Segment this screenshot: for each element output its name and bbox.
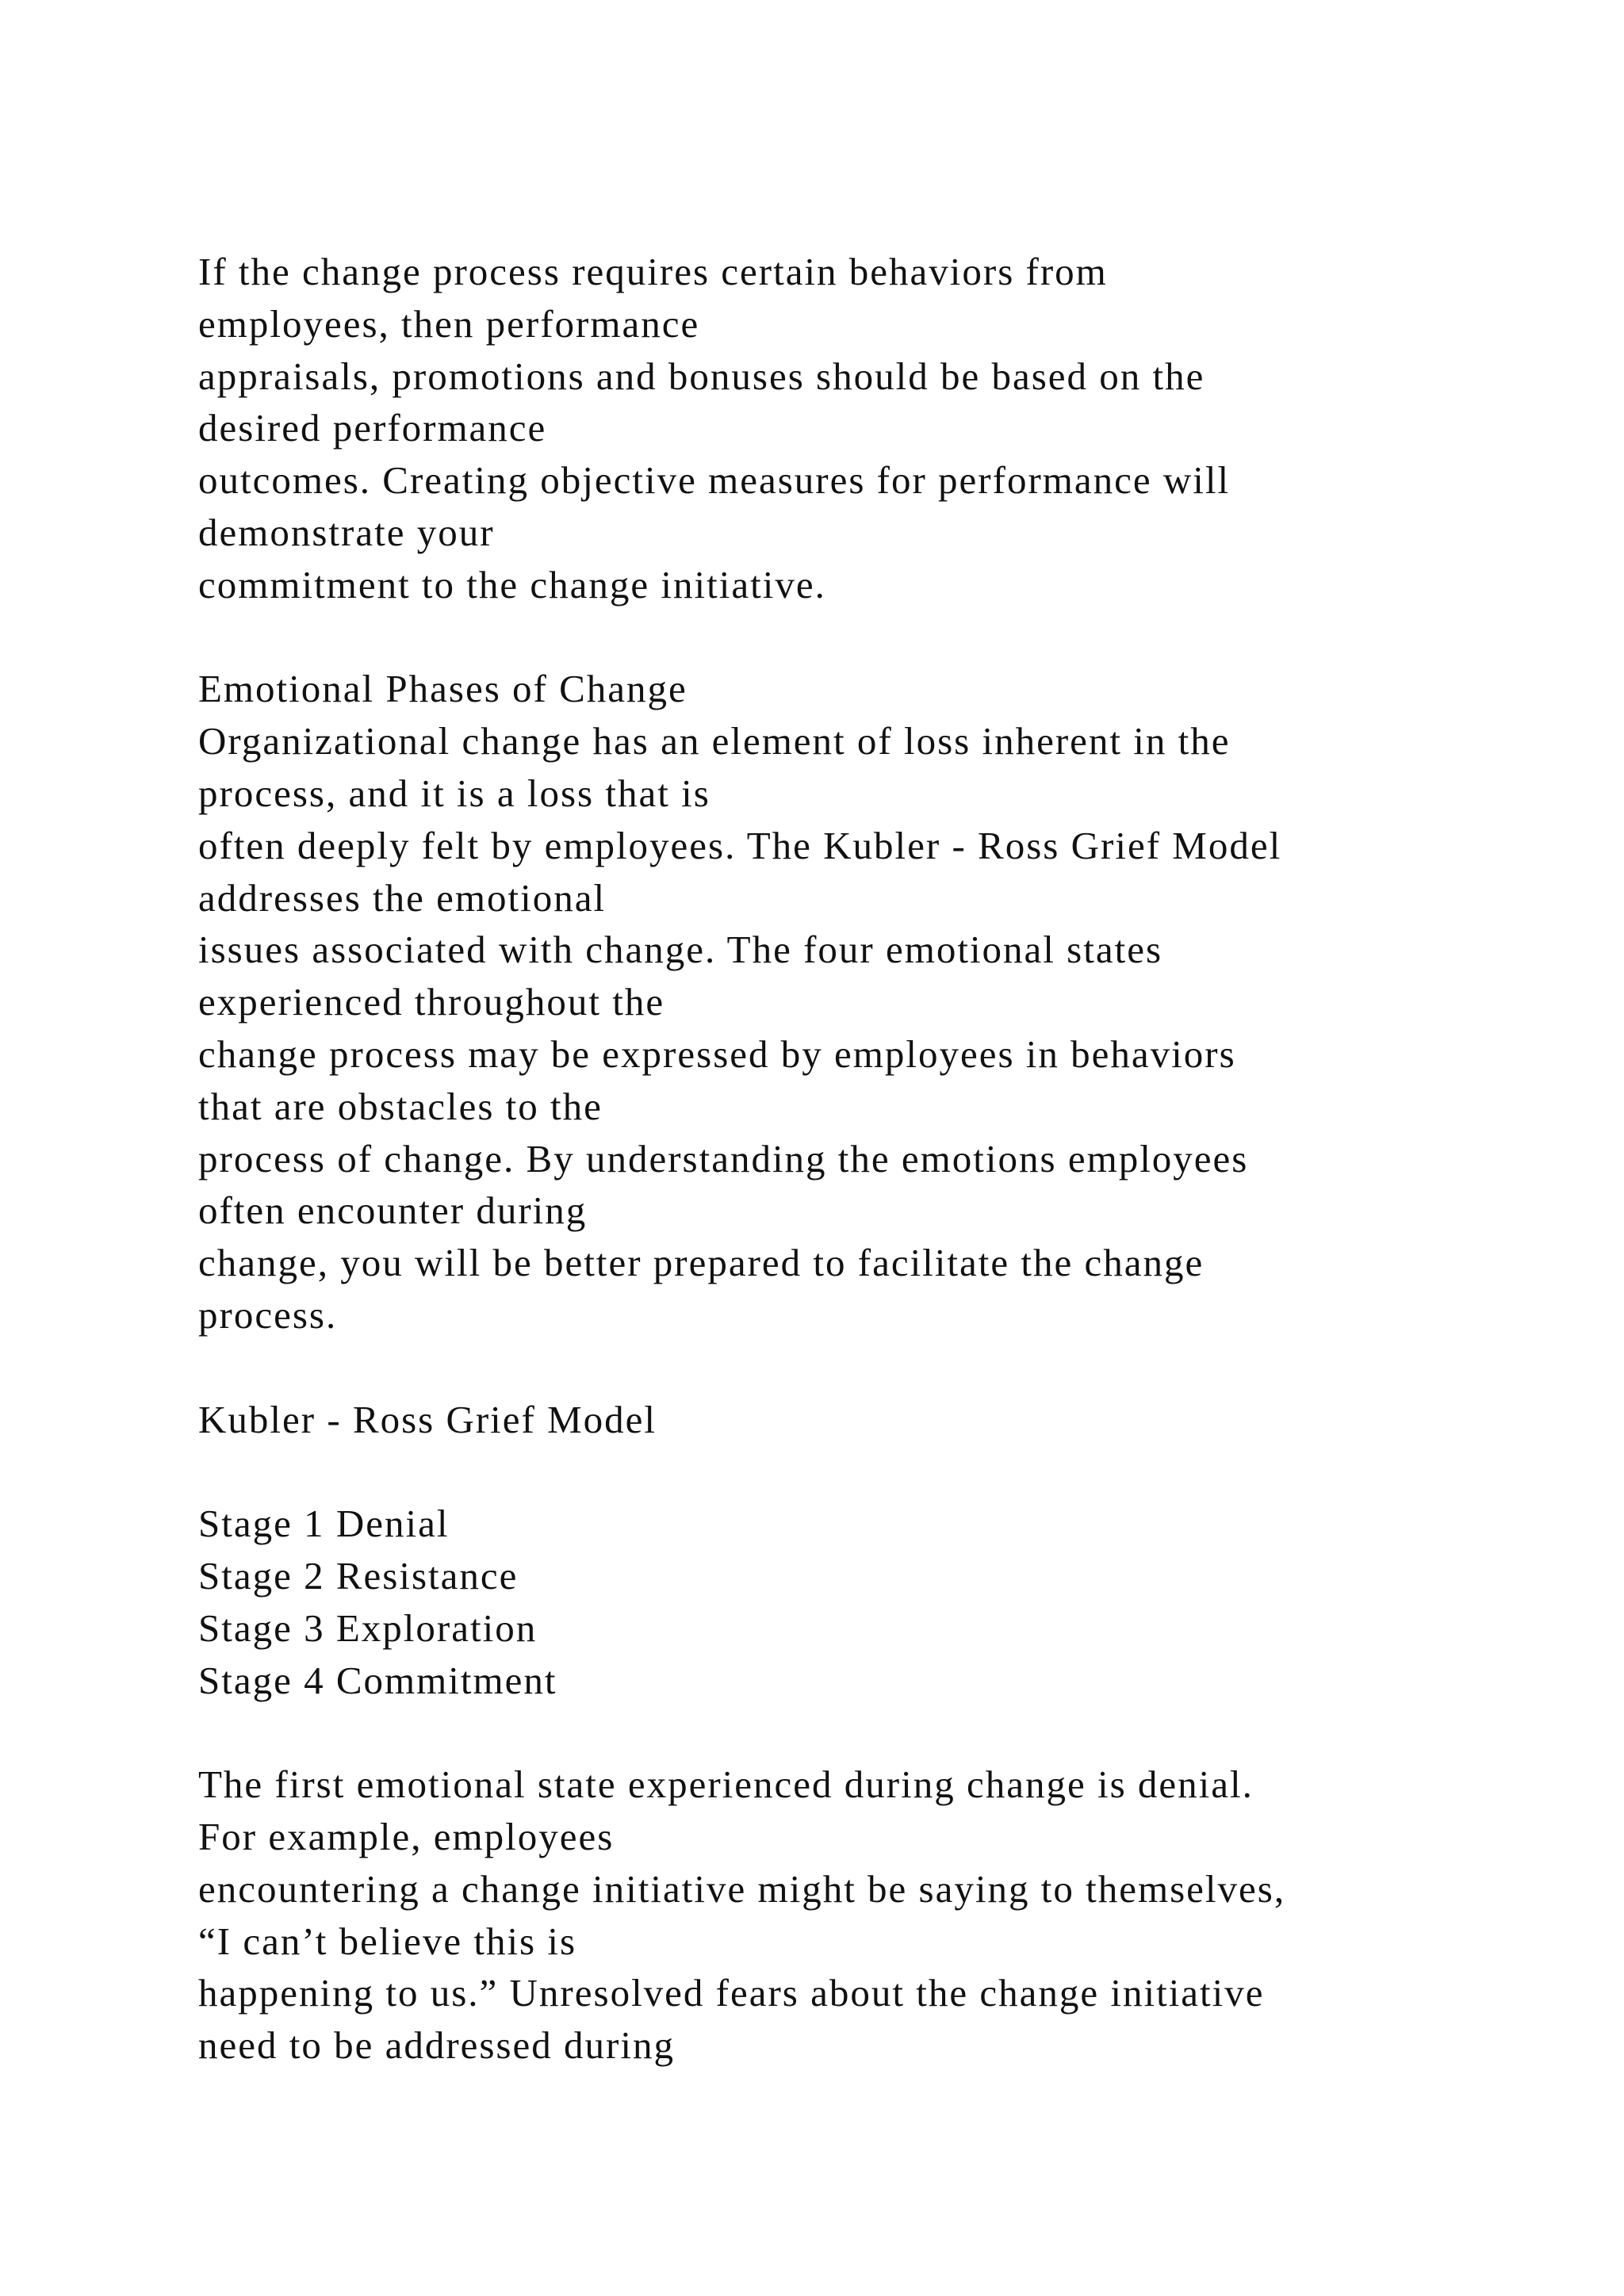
text-line: often encounter during <box>198 1188 588 1233</box>
paragraph-denial <box>198 1758 1507 2072</box>
stage-item-commitment: Stage 4 Commitment <box>198 1658 557 1702</box>
text-line: process. <box>198 1292 338 1337</box>
paragraph-performance <box>198 246 1507 611</box>
blank-line <box>198 611 1507 664</box>
document-text <box>198 246 1507 2072</box>
text-line: “I can’t believe this is <box>198 1919 577 1963</box>
section-heading-grief-model: Kubler - Ross Grief Model <box>198 1397 657 1441</box>
text-line: appraisals, promotions and bonuses should be based on the <box>198 354 1205 398</box>
text-line: often deeply felt by employees. The Kubler - Ross Grief Model <box>198 823 1282 867</box>
text-line: Organizational change has an element of loss inherent in the <box>198 719 1231 763</box>
blank-line <box>198 1706 1507 1758</box>
text-line: The first emotional state experienced during change is denial. <box>198 1762 1254 1807</box>
text-line: encountering a change initiative might be saying to themselves, <box>198 1866 1286 1911</box>
text-line: commitment to the change initiative. <box>198 562 826 607</box>
blank-line <box>198 1445 1507 1498</box>
text-line: employees, then performance <box>198 301 700 346</box>
text-line: For example, employees <box>198 1814 615 1858</box>
paragraph-organizational-change <box>198 715 1507 1341</box>
text-line: If the change process requires certain behaviors from <box>198 250 1108 293</box>
stage-item-resistance: Stage 2 Resistance <box>198 1553 519 1598</box>
section-heading-emotional-phases: Emotional Phases of Change <box>198 667 688 711</box>
text-line: happening to us.” Unresolved fears about the change initiative <box>198 1971 1265 2015</box>
text-line: demonstrate your <box>198 510 495 554</box>
stage-item-denial: Stage 1 Denial <box>198 1502 450 1546</box>
text-line: that are obstacles to the <box>198 1084 603 1128</box>
text-line: issues associated with change. The four emotional states <box>198 928 1163 972</box>
text-line: process, and it is a loss that is <box>198 771 710 815</box>
text-line: outcomes. Creating objective measures for performance will <box>198 458 1231 503</box>
text-line: need to be addressed during <box>198 2023 675 2068</box>
stage-list <box>198 1498 1507 1706</box>
text-line: change, you will be better prepared to facilitate the change <box>198 1241 1205 1285</box>
stage-item-exploration: Stage 3 Exploration <box>198 1605 538 1650</box>
text-line: addresses the emotional <box>198 875 607 920</box>
text-line: change process may be expressed by employees in behaviors <box>198 1031 1236 1076</box>
blank-line <box>198 1341 1507 1394</box>
text-line: experienced throughout the <box>198 980 665 1024</box>
text-line: process of change. By understanding the emotions employees <box>198 1136 1249 1181</box>
text-line: desired performance <box>198 406 547 450</box>
